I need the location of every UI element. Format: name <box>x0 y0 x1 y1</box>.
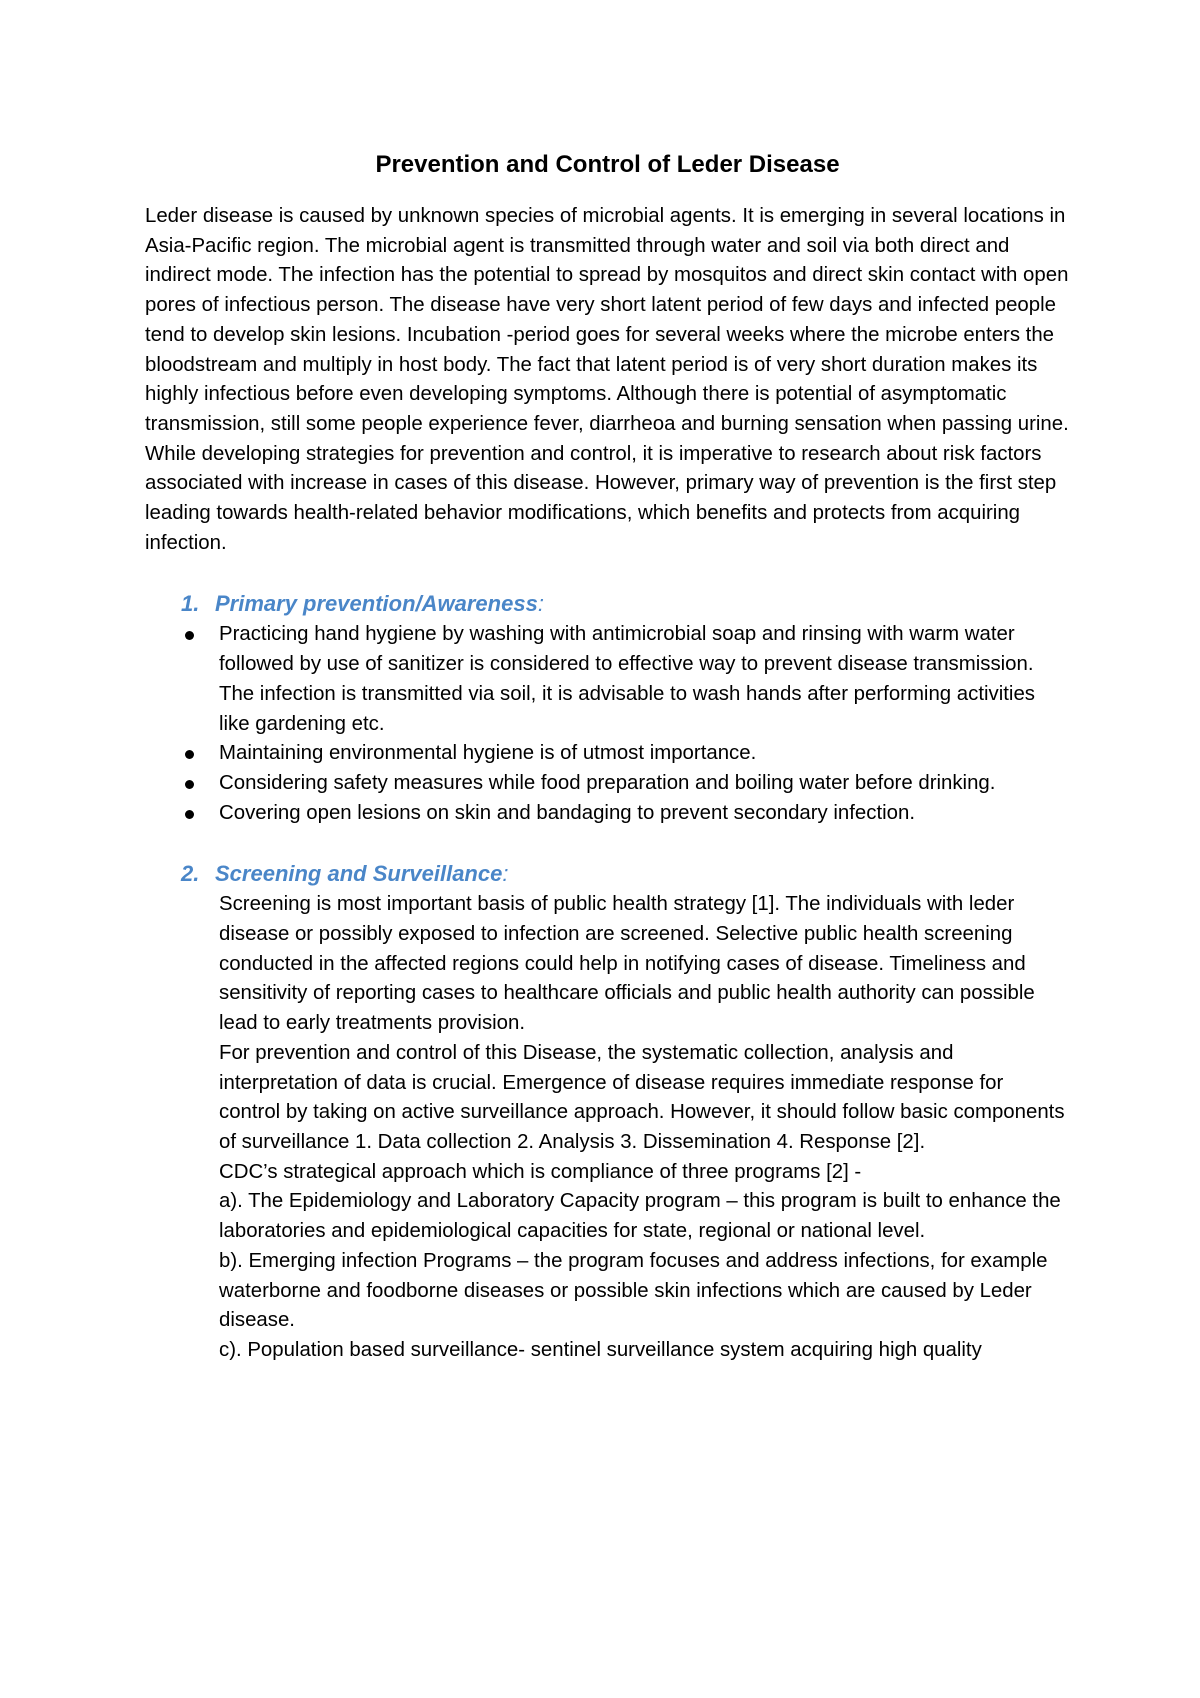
intro-paragraph-1: Leder disease is caused by unknown species of microbial agents. It is emerging in several locations in Asia-Pacific region. The microbial agent is transmitted through water and soil via both direct and indirect mode. The infection has the potential to spread by mosquitos and direct skin contact with open pores of infectious person. The disease have very short latent period of few days and infected people tend to develop skin lesions. Incubation -period goes for several weeks where the microbe enters the bloodstream and multiply in host body. The fact that latent period is of very short duration makes its highly infectious before even developing symptoms. Although there is potential of asymptomatic transmission, still some people experience fever, diarrheoa and burning sensation when passing urine. <box>145 205 1069 435</box>
bullet-icon <box>185 750 194 759</box>
section-2-paragraph-1: Screening is most important basis of public health strategy [1]. The individuals with leder disease or possibly exposed to infection are screened. Selective public health screening conducted in the affected regions could help in notifying cases of disease. Timeliness and sensitivity of reporting cases to healthcare officials and public health authority can possible lead to early treatments provision. <box>219 893 1035 1035</box>
list-item <box>219 799 1070 829</box>
section-1-title: Primary prevention/Awareness <box>215 591 538 617</box>
section-1-number: 1. <box>181 591 200 617</box>
section-2-paragraph-4: a). The Epidemiology and Laboratory Capacity program – this program is built to enhance the laboratories and epidemiological capacities for state, regional or national level. <box>219 1190 1061 1243</box>
bullet-icon <box>185 810 194 819</box>
section-2-body <box>145 890 1070 1365</box>
section-2-paragraph-6: c). Population based surveillance- sentinel surveillance system acquiring high quality <box>219 1338 982 1361</box>
bullet-icon <box>185 631 194 640</box>
list-item-text: Practicing hand hygiene by washing with antimicrobial soap and rinsing with warm water followed by use of sanitizer is considered to effective way to prevent disease transmission. The infection is transmitted via soil, it is advisable to wash hands after performing activities like gardening etc. <box>219 623 1035 735</box>
list-item-text: Considering safety measures while food preparation and boiling water before drinking. <box>219 771 996 794</box>
section-1-heading <box>145 588 1070 620</box>
list-item <box>219 769 1070 799</box>
section-2-paragraph-5: b). Emerging infection Programs – the program focuses and address infections, for example waterborne and foodborne diseases or possible skin infections which are caused by Leder disease. <box>219 1249 1048 1332</box>
section-2-colon: : <box>502 861 509 887</box>
list-item-text: Covering open lesions on skin and bandaging to prevent secondary infection. <box>219 801 916 824</box>
document-title: Prevention and Control of Leder Disease <box>375 151 840 178</box>
bullet-icon <box>185 780 194 789</box>
section-2-title: Screening and Surveillance <box>215 861 503 887</box>
list-item <box>219 620 1070 739</box>
section-1-bullet-list <box>145 620 1070 828</box>
section-2-paragraph-2: For prevention and control of this Disease, the systematic collection, analysis and interpretation of data is crucial. Emergence of disease requires immediate response for control by taking on active surveillance approach. However, it should follow basic components of surveillance 1. Data collection 2. Analysis 3. Dissemination 4. Response [2]. <box>219 1041 1065 1153</box>
section-screening-surveillance <box>145 858 1070 1365</box>
section-1-colon: : <box>537 591 544 617</box>
section-2-heading <box>145 858 1070 890</box>
section-2-number: 2. <box>181 861 200 887</box>
section-2-paragraph-3: CDC’s strategical approach which is compliance of three programs [2] - <box>219 1160 862 1183</box>
intro-paragraph-2: While developing strategies for prevention and control, it is imperative to research about risk factors associated with increase in cases of this disease. However, primary way of prevention is the first step leading towards health-related behavior modifications, which benefits and protects from acquiring infection. <box>145 442 1057 554</box>
list-item-text: Maintaining environmental hygiene is of utmost importance. <box>219 742 757 765</box>
section-primary-prevention <box>145 588 1070 828</box>
list-item <box>219 739 1070 769</box>
